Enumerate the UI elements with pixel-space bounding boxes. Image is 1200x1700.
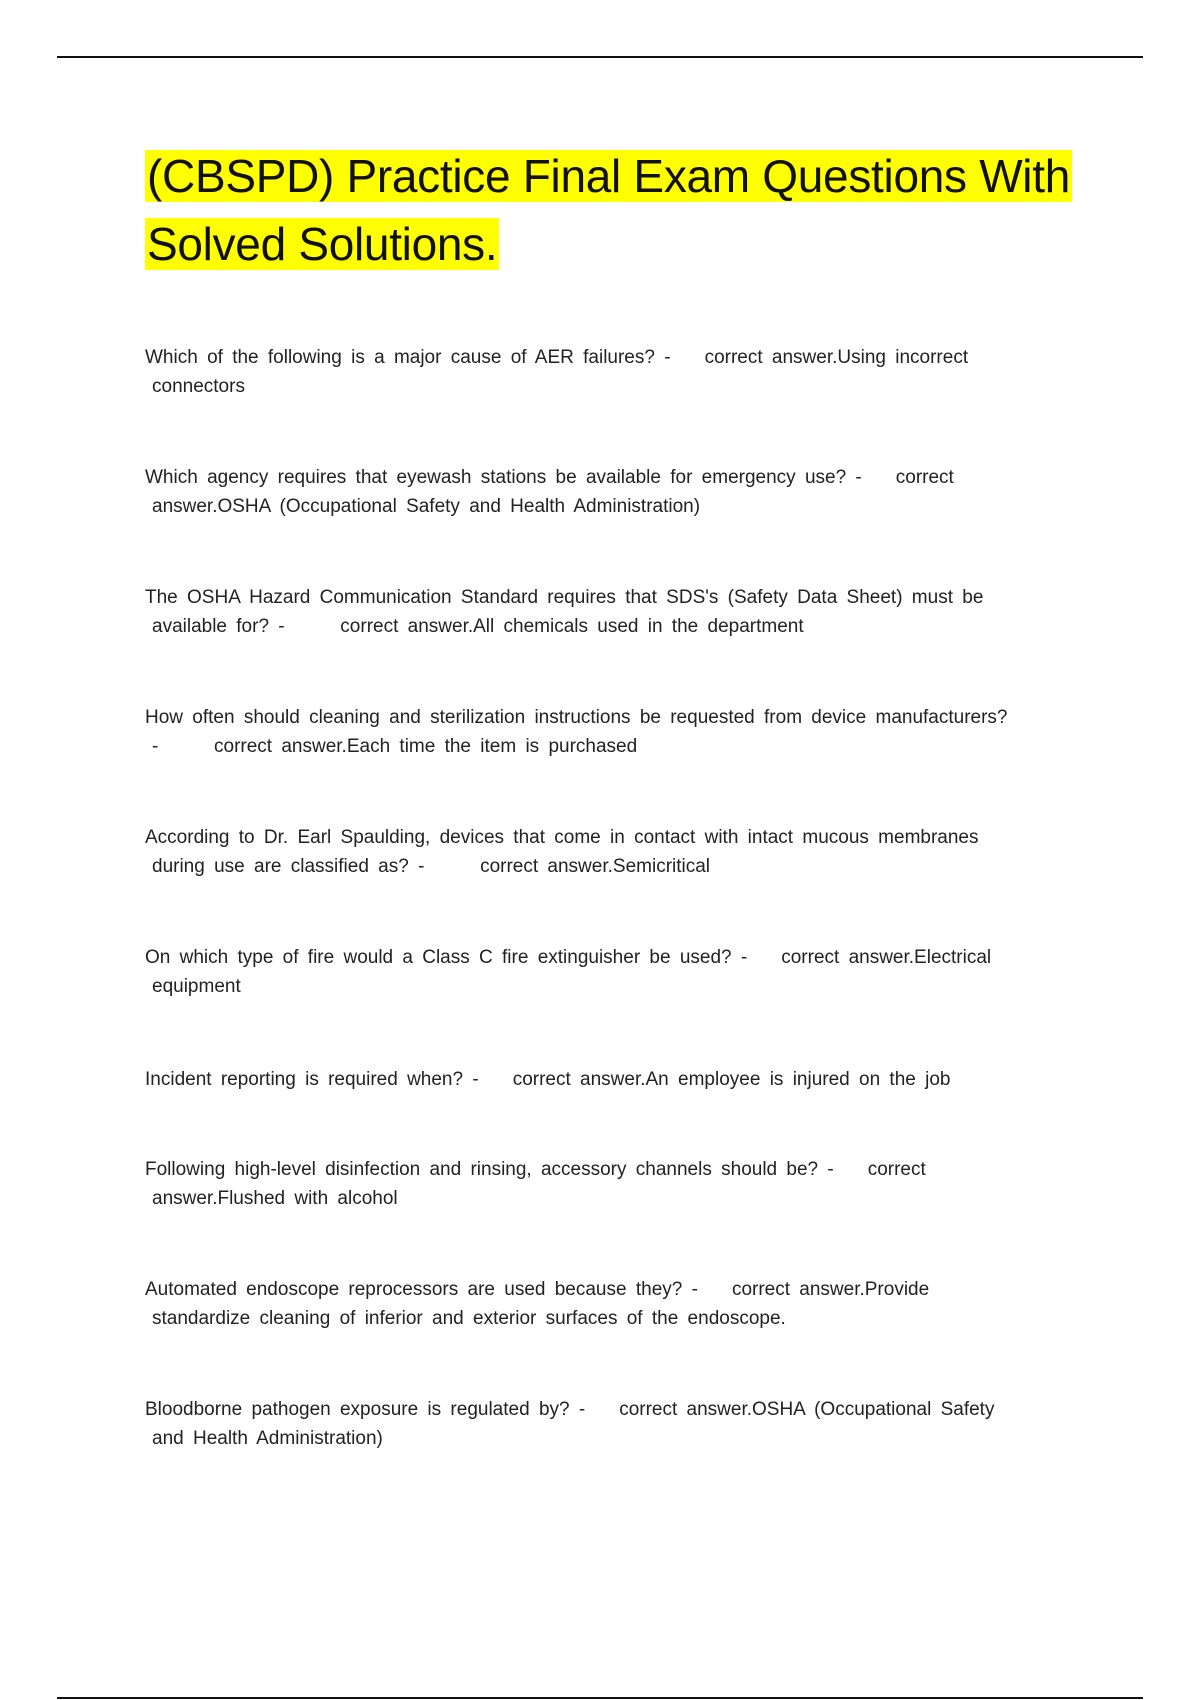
qa-item-5 (145, 823, 1075, 881)
qa-item-10 (145, 1395, 1075, 1453)
qa-separator: - (855, 467, 862, 488)
question-text: On which type of fire would a Class C fire extinguisher be used? (145, 947, 732, 968)
answer-text: correct answer.Electrical (781, 947, 992, 968)
qa-item-1 (145, 343, 1075, 401)
answer-text: correct (895, 467, 954, 488)
qa-item-2 (145, 463, 1075, 521)
qa-item-9 (145, 1275, 1075, 1333)
qa-item-6 (145, 943, 1075, 1001)
qa-continuation: - correct answer.Each time the item is purchased (152, 736, 638, 757)
answer-text: correct answer.Using incorrect (704, 347, 969, 368)
question-text: Automated endoscope reprocessors are used because they? (145, 1279, 683, 1300)
answer-text: correct answer.OSHA (Occupational Safety (619, 1399, 995, 1420)
qa-separator: - (740, 947, 748, 968)
qa-continuation: standardize cleaning of inferior and exterior surfaces of the endoscope. (152, 1308, 786, 1329)
qa-separator: - (578, 1399, 586, 1420)
question-text: The OSHA Hazard Communication Standard requires that SDS's (Safety Data Sheet) must be (145, 587, 984, 608)
question-text: According to Dr. Earl Spaulding, devices that come in contact with intact mucous membranes (145, 827, 979, 848)
qa-separator: - (691, 1279, 698, 1300)
answer-text: correct answer.An employee is injured on the job (512, 1069, 951, 1090)
qa-item-3 (145, 583, 1075, 641)
qa-continuation: during use are classified as? - correct answer.Semicritical (152, 856, 711, 877)
qa-continuation: connectors (152, 376, 245, 397)
qa-separator: - (827, 1159, 834, 1180)
qa-continuation: available for? - correct answer.All chemicals used in the department (152, 616, 804, 637)
header-rule (57, 56, 1143, 58)
title-line-2: Solved Solutions. (147, 218, 498, 270)
qa-continuation: equipment (152, 976, 241, 997)
question-text: Which agency requires that eyewash stations be available for emergency use? (145, 467, 847, 488)
qa-item-7 (145, 1065, 1075, 1094)
question-text: Following high-level disinfection and rinsing, accessory channels should be? (145, 1159, 819, 1180)
question-text: How often should cleaning and sterilization instructions be requested from device manufacturers? (145, 707, 1008, 728)
title-line-1: (CBSPD) Practice Final Exam Questions With (147, 150, 1070, 202)
qa-separator: - (664, 347, 671, 368)
question-text: Bloodborne pathogen exposure is regulated by? (145, 1399, 570, 1420)
question-text: Incident reporting is required when? (145, 1069, 464, 1090)
qa-continuation: and Health Administration) (152, 1428, 383, 1449)
answer-text: correct (867, 1159, 926, 1180)
document-title (145, 142, 1085, 278)
qa-continuation: answer.Flushed with alcohol (152, 1188, 398, 1209)
qa-continuation: answer.OSHA (Occupational Safety and Health Administration) (152, 496, 701, 517)
answer-text: correct answer.Provide (731, 1279, 930, 1300)
qa-item-8 (145, 1155, 1075, 1213)
qa-separator: - (472, 1069, 479, 1090)
qa-item-4 (145, 703, 1075, 761)
footer-rule (57, 1697, 1143, 1699)
question-text: Which of the following is a major cause of AER failures? (145, 347, 655, 368)
